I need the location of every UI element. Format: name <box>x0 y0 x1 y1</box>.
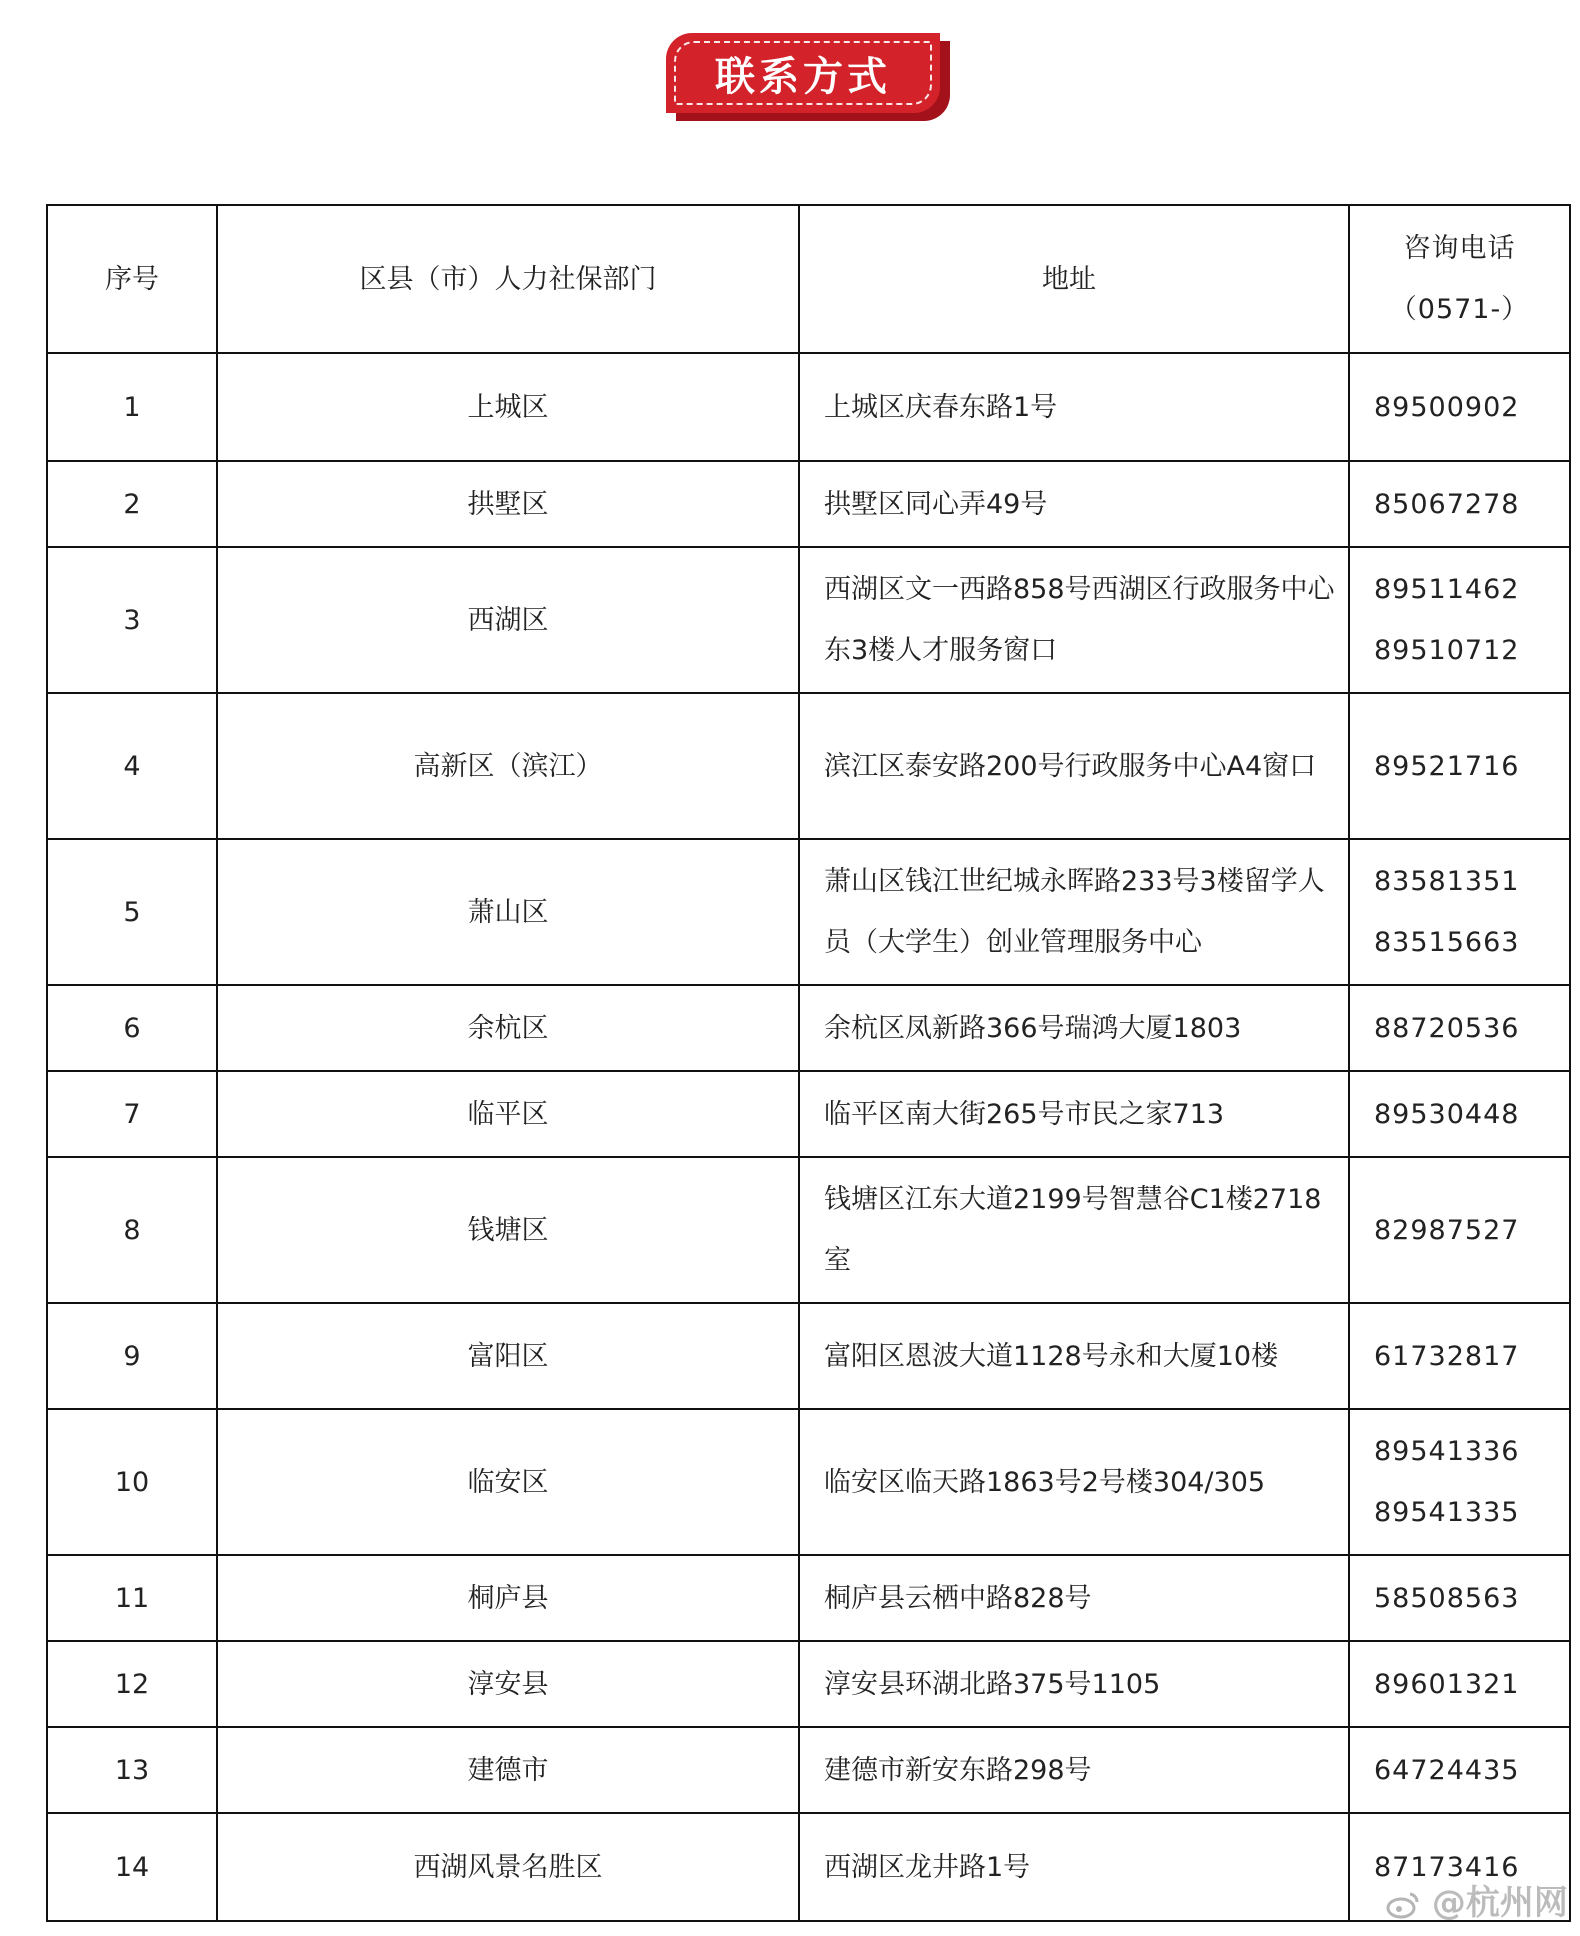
cell-dept: 临安区 <box>217 1409 799 1555</box>
cell-address <box>799 839 1349 985</box>
cell-address <box>799 693 1349 839</box>
cell-address <box>799 353 1349 461</box>
cell-phone <box>1349 693 1570 839</box>
cell-address <box>799 461 1349 547</box>
table-row <box>47 839 1570 985</box>
cell-dept: 西湖区 <box>217 547 799 693</box>
table-row <box>47 1813 1570 1921</box>
cell-index: 14 <box>47 1813 217 1921</box>
cell-address <box>799 1555 1349 1641</box>
cell-index: 7 <box>47 1071 217 1157</box>
cell-phone <box>1349 1303 1570 1409</box>
address-text: 临安区临天路1863号2号楼304/305 <box>824 1466 1266 1498</box>
cell-index: 10 <box>47 1409 217 1555</box>
table-body <box>47 353 1570 1921</box>
header-index: 序号 <box>47 205 217 353</box>
table-row <box>47 1071 1570 1157</box>
cell-phone <box>1349 1157 1570 1303</box>
phone-number: 85067278 <box>1374 488 1520 520</box>
cell-phone <box>1349 547 1570 693</box>
cell-address <box>799 1641 1349 1727</box>
phone-number: 58508563 <box>1374 1582 1520 1614</box>
phone-number: 89521716 <box>1374 750 1520 782</box>
cell-phone <box>1349 1409 1570 1555</box>
phone-number: 89500902 <box>1374 391 1520 423</box>
table-row <box>47 985 1570 1071</box>
phone-number: 82987527 <box>1374 1214 1520 1246</box>
cell-dept: 钱塘区 <box>217 1157 799 1303</box>
table-row <box>47 461 1570 547</box>
cell-phone <box>1349 353 1570 461</box>
phone-number: 61732817 <box>1374 1340 1520 1372</box>
table-row <box>47 1727 1570 1813</box>
cell-index: 8 <box>47 1157 217 1303</box>
address-text: 临平区南大街265号市民之家713 <box>824 1098 1225 1130</box>
phone-number: 89601321 <box>1374 1668 1520 1700</box>
cell-index: 12 <box>47 1641 217 1727</box>
title-badge-body <box>666 33 940 113</box>
page-title: 联系方式 <box>715 53 891 100</box>
cell-index: 4 <box>47 693 217 839</box>
cell-phone <box>1349 1555 1570 1641</box>
header-address: 地址 <box>799 205 1349 353</box>
cell-phone <box>1349 985 1570 1071</box>
table-header-row <box>47 205 1570 353</box>
cell-phone <box>1349 1071 1570 1157</box>
cell-index: 5 <box>47 839 217 985</box>
address-text: 滨江区泰安路200号行政服务中心A4窗口 <box>824 750 1317 782</box>
phone-number: 89511462 <box>1374 574 1520 605</box>
phone-number: 83515663 <box>1374 927 1520 958</box>
table-row <box>47 1303 1570 1409</box>
table-row <box>47 1641 1570 1727</box>
header-phone <box>1349 205 1570 353</box>
cell-dept: 余杭区 <box>217 985 799 1071</box>
contact-table <box>46 204 1571 1922</box>
cell-index: 2 <box>47 461 217 547</box>
address-text: 余杭区凤新路366号瑞鸿大厦1803 <box>824 1012 1242 1044</box>
table-row <box>47 353 1570 461</box>
cell-address <box>799 1409 1349 1555</box>
phone-number: 89541336 <box>1374 1436 1520 1467</box>
cell-index: 1 <box>47 353 217 461</box>
table-row <box>47 547 1570 693</box>
cell-address <box>799 985 1349 1071</box>
address-text: 西湖区龙井路1号 <box>824 1851 1031 1883</box>
cell-phone <box>1349 461 1570 547</box>
header-phone-label: 咨询电话 <box>1403 233 1516 264</box>
address-text: 富阳区恩波大道1128号永和大厦10楼 <box>824 1340 1279 1372</box>
header-dept: 区县（市）人力社保部门 <box>217 205 799 353</box>
cell-index: 3 <box>47 547 217 693</box>
address-text: 拱墅区同心弄49号 <box>824 488 1048 520</box>
cell-phone <box>1349 839 1570 985</box>
cell-address <box>799 1157 1349 1303</box>
address-text: 淳安县环湖北路375号1105 <box>824 1668 1161 1700</box>
cell-dept: 建德市 <box>217 1727 799 1813</box>
cell-phone <box>1349 1641 1570 1727</box>
watermark <box>1386 1875 1568 1924</box>
phone-number: 87173416 <box>1374 1851 1520 1883</box>
phone-number: 89530448 <box>1374 1098 1520 1130</box>
phone-number: 83581351 <box>1374 866 1520 897</box>
cell-index: 13 <box>47 1727 217 1813</box>
cell-dept: 萧山区 <box>217 839 799 985</box>
phone-number: 89510712 <box>1374 635 1520 666</box>
table-row <box>47 1409 1570 1555</box>
header-phone-prefix: （0571-） <box>1389 294 1530 325</box>
cell-address <box>799 1727 1349 1813</box>
cell-phone <box>1349 1727 1570 1813</box>
watermark-text: @杭州网 <box>1431 1883 1568 1923</box>
address-text: 萧山区钱江世纪城永晖路233号3楼留学人员（大学生）创业管理服务中心 <box>824 866 1325 958</box>
address-text: 桐庐县云栖中路828号 <box>824 1582 1092 1614</box>
cell-dept: 淳安县 <box>217 1641 799 1727</box>
cell-dept: 上城区 <box>217 353 799 461</box>
table-row <box>47 1555 1570 1641</box>
cell-address <box>799 1813 1349 1921</box>
address-text: 钱塘区江东大道2199号智慧谷C1楼2718室 <box>824 1184 1322 1276</box>
table-row <box>47 693 1570 839</box>
phone-number: 64724435 <box>1374 1754 1520 1786</box>
cell-dept: 临平区 <box>217 1071 799 1157</box>
cell-dept: 桐庐县 <box>217 1555 799 1641</box>
table-row <box>47 1157 1570 1303</box>
cell-dept: 拱墅区 <box>217 461 799 547</box>
cell-dept: 高新区（滨江） <box>217 693 799 839</box>
cell-dept: 西湖风景名胜区 <box>217 1813 799 1921</box>
cell-dept: 富阳区 <box>217 1303 799 1409</box>
cell-address <box>799 1303 1349 1409</box>
title-badge <box>666 33 950 121</box>
cell-index: 9 <box>47 1303 217 1409</box>
address-text: 上城区庆春东路1号 <box>824 391 1058 423</box>
cell-address <box>799 1071 1349 1157</box>
weibo-icon <box>1386 1890 1420 1920</box>
cell-index: 6 <box>47 985 217 1071</box>
phone-number: 89541335 <box>1374 1497 1520 1528</box>
address-text: 西湖区文一西路858号西湖区行政服务中心东3楼人才服务窗口 <box>824 574 1335 666</box>
cell-address <box>799 547 1349 693</box>
phone-number: 88720536 <box>1374 1012 1520 1044</box>
cell-index: 11 <box>47 1555 217 1641</box>
address-text: 建德市新安东路298号 <box>824 1754 1092 1786</box>
